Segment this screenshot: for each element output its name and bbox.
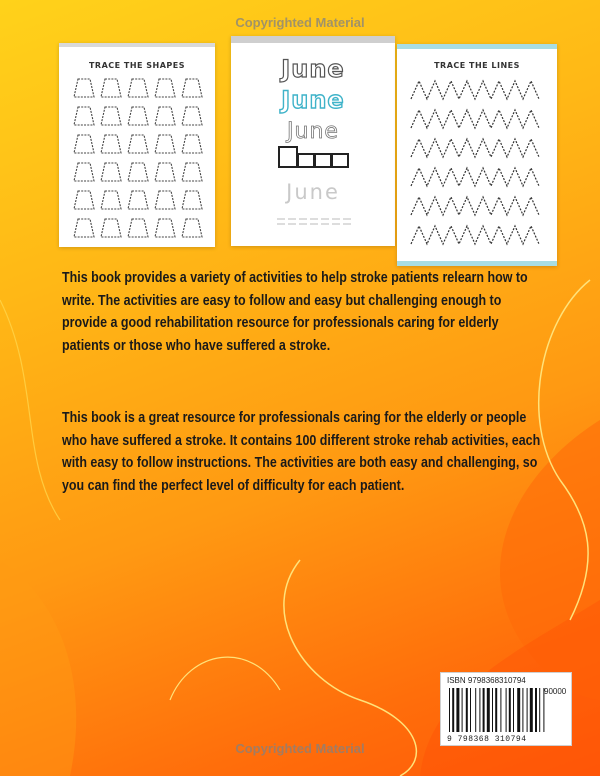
preview-page-word-june	[231, 36, 395, 246]
description-paragraph-1: This book provides a variety of activities to help stroke patients relearn how to write. The activities are easy to follow and easy but challenging enough to provide a good rehabilitation resource for professionals caring for elderly patients or those who have suffered a stroke.	[62, 270, 528, 354]
zigzag-lines	[397, 49, 557, 261]
barcode-digits: 9 798368 310794	[447, 735, 527, 744]
price-code: 90000	[544, 687, 567, 696]
preview-page-trace-lines	[397, 44, 557, 266]
isbn-barcode	[440, 672, 572, 746]
description-paragraph-2: This book is a great resource for professionals caring for the elderly or people who have suffered a stroke. It contains 100 different stroke rehab activities, each with easy to follow instructions. The activities are both easy and challenging, so you can find the perfect level of difficulty for each patient.	[62, 410, 541, 494]
word-teal: June	[281, 86, 345, 114]
word-dotted: June	[287, 119, 339, 144]
word-light: June	[286, 180, 340, 204]
trapezoid-grid	[59, 47, 215, 247]
preview-page-trace-shapes	[59, 43, 215, 247]
watermark-bottom: Copyrighted Material	[235, 741, 365, 756]
letter-boxes	[231, 43, 395, 253]
sheet-title-lines: TRACE THE LINES	[434, 61, 520, 70]
watermark-top: Copyrighted Material	[235, 15, 365, 30]
word-outline: June	[281, 55, 345, 83]
barcode-bars	[447, 688, 567, 734]
isbn-label: ISBN 9798368310794	[447, 676, 526, 685]
sheet-title-shapes: TRACE THE SHAPES	[88, 61, 186, 70]
